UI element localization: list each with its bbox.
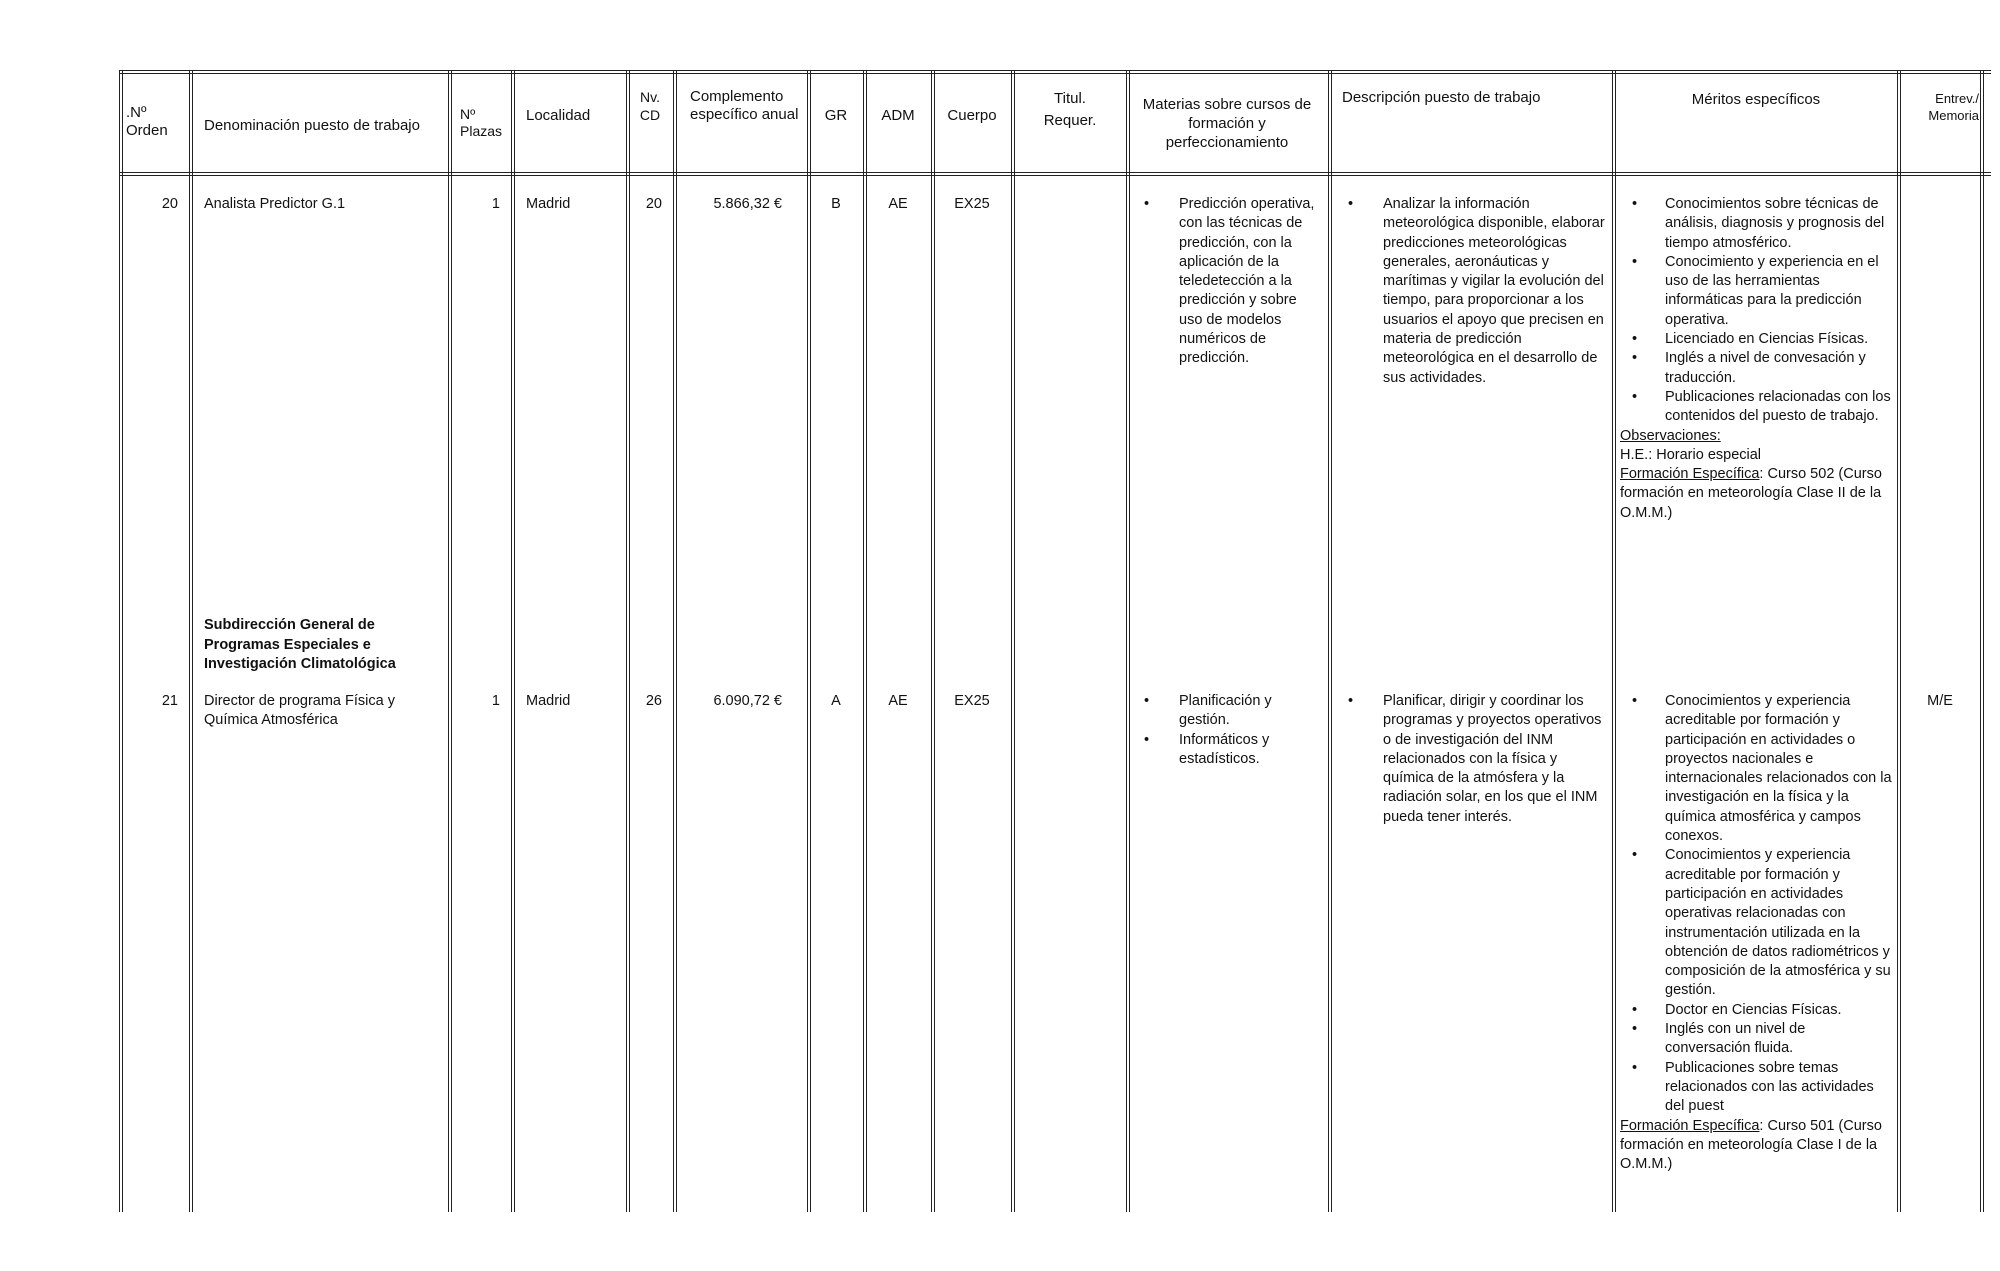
meritos-list: [1620, 692, 1892, 1117]
header-orden: .Nº Orden: [126, 104, 168, 139]
formacion-label: Formación Específica: [1620, 466, 1760, 483]
header-titulacion: Titul. Requer.: [1043, 90, 1097, 129]
cell-denominacion: Analista Predictor G.1: [204, 196, 346, 212]
cell-nivel: 26: [645, 693, 662, 709]
cell-orden: 21: [161, 693, 178, 709]
meritos-list: [1620, 195, 1892, 427]
header-entrevista: Entrev./ Memoria: [1928, 91, 1979, 123]
list-item: • Inglés con un nivel de conversación fluida.: [1620, 1020, 1892, 1059]
cell-adm: AE: [888, 196, 908, 212]
section-title: Subdirección General de Programas Especiales e Investigación Climatológica: [204, 617, 396, 672]
list-item: • Publicaciones sobre temas relacionados con las actividades del puest: [1620, 1059, 1892, 1117]
header-localidad: Localidad: [526, 107, 591, 124]
list-item: • Conocimiento y experiencia en el uso de las herramientas informáticas para la predicción operativa.: [1620, 253, 1892, 330]
cell-cuerpo: EX25: [954, 196, 990, 212]
formacion-text: : Curso 501 (Curso formación en meteorología Clase I de la O.M.M.): [1620, 1117, 1882, 1173]
observaciones-label: Observaciones:: [1620, 427, 1721, 444]
header-adm: ADM: [881, 107, 915, 124]
header-complemento: Complemento específico anual: [690, 88, 799, 123]
cell-materias: [1134, 692, 1322, 769]
list-item: • Conocimientos y experiencia acreditable por formación y participación en actividades operativas relacionadas con instrumentación utilizada en la obtención de datos radiométricos y composición de la atmosférica y su gestión.: [1620, 846, 1892, 1000]
list-item: • Inglés a nivel de convesación y traducción.: [1620, 349, 1892, 388]
header-materias: Materias sobre cursos de formación y perfeccionamiento: [1142, 96, 1312, 151]
cell-denominacion: Director de programa Física y Química Atmosférica: [204, 693, 395, 729]
list-item: • Informáticos y estadísticos.: [1134, 731, 1322, 770]
cell-cuerpo: EX25: [954, 693, 990, 709]
cell-complemento: 5.866,32 €: [713, 196, 782, 212]
list-item: • Planificar, dirigir y coordinar los programas y proyectos operativos o de investigación del INM relacionados con la física y química de la atmósfera y la radiación solar, en los que el INM pueda tener interés.: [1338, 692, 1610, 827]
list-item: • Planificación y gestión.: [1134, 692, 1322, 731]
cell-plazas: 1: [491, 196, 500, 212]
header-plazas: Nº Plazas: [460, 106, 503, 139]
list-item: • Licenciado en Ciencias Físicas.: [1620, 330, 1892, 349]
header-descripcion: Descripción puesto de trabajo: [1342, 89, 1541, 106]
cell-gr: A: [831, 693, 841, 709]
cell-materias: [1134, 195, 1322, 369]
list-item: • Predicción operativa, con las técnicas de predicción, con la aplicación de la teledetección a la predicción y sobre uso de modelos numéricos de predicción.: [1134, 195, 1322, 369]
cell-nivel: 20: [645, 196, 662, 212]
list-item: • Publicaciones relacionadas con los contenidos del puesto de trabajo.: [1620, 388, 1892, 427]
cell-entrevista: M/E: [1927, 693, 1953, 709]
cell-localidad: Madrid: [526, 196, 571, 212]
cell-plazas: 1: [491, 693, 500, 709]
cell-descripcion: [1338, 195, 1610, 388]
formacion-especifica: [1620, 465, 1892, 523]
list-item: • Conocimientos y experiencia acreditable por formación y participación en actividades o proyectos nacionales e internacionales relacionados con la investigación en la física y la química atmosférica y campos conexos.: [1620, 692, 1892, 846]
header-gr: GR: [824, 107, 848, 124]
cell-orden: 20: [161, 196, 178, 212]
cell-meritos: [1620, 692, 1892, 1174]
list-item: • Doctor en Ciencias Físicas.: [1620, 1001, 1892, 1020]
formacion-text: : Curso 502 (Curso formación en meteorología Clase II de la O.M.M.): [1620, 466, 1882, 521]
header-meritos: Méritos específicos: [1691, 91, 1821, 108]
cell-gr: B: [831, 196, 841, 212]
list-item: • Conocimientos sobre técnicas de análisis, diagnosis y prognosis del tiempo atmosférico.: [1620, 195, 1892, 253]
observaciones-text: H.E.: Horario especial: [1620, 446, 1762, 463]
cell-meritos: [1620, 195, 1892, 523]
formacion-label: Formación Específica: [1620, 1117, 1760, 1134]
list-item: • Analizar la información meteorológica disponible, elaborar predicciones meteorológicas generales, aeronáuticas y marítimas y vigilar la evolución del tiempo, para proporcionar a los usuarios el apoyo que precisen en materia de predicción meteorológica en el desarrollo de sus actividades.: [1338, 195, 1610, 388]
header-nivel: Nv. CD: [639, 89, 661, 123]
formacion-especifica: [1620, 1117, 1892, 1175]
header-cuerpo: Cuerpo: [947, 107, 997, 124]
cell-complemento: 6.090,72 €: [713, 693, 782, 709]
cell-localidad: Madrid: [526, 693, 571, 709]
cell-descripcion: [1338, 692, 1610, 827]
cell-adm: AE: [888, 693, 908, 709]
header-denominacion: Denominación puesto de trabajo: [204, 117, 420, 134]
